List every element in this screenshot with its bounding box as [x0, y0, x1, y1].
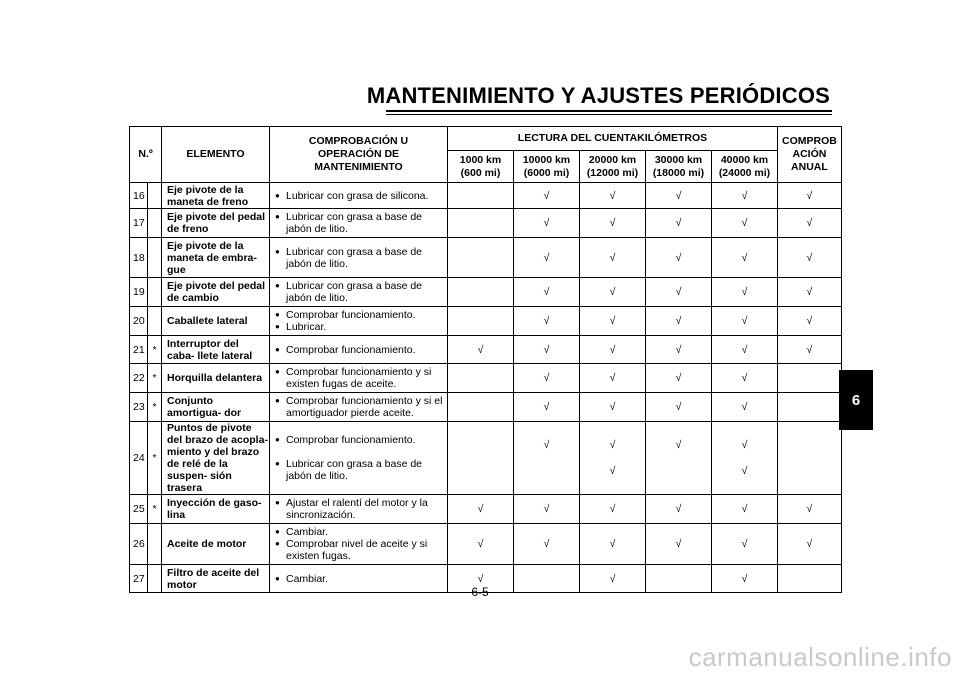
check-mark: √ [741, 217, 748, 229]
element-name: Eje pivote de la maneta de embra- gue [162, 238, 270, 278]
check-cell [580, 393, 646, 422]
operation-item: ● Comprobar nivel de aceite y si existen fugas. [286, 538, 443, 562]
check-mark: √ [741, 372, 748, 384]
operation-item: ● Lubricar con grasa a base de jabón de litio. [286, 458, 443, 482]
check-cell [514, 307, 580, 336]
check-mark: √ [543, 372, 550, 384]
check-mark: √ [806, 286, 813, 298]
operation-cell [270, 422, 448, 495]
header-element: ELEMENTO [162, 127, 270, 183]
title-rule [386, 110, 832, 112]
check-cell [514, 495, 580, 524]
operation-item: ● Lubricar. [286, 321, 443, 333]
check-mark [448, 465, 513, 477]
dealer-mark [148, 278, 162, 307]
operation-item: ● Lubricar con grasa a base de jabón de litio. [286, 246, 443, 270]
check-cell [778, 364, 842, 393]
check-cell [778, 565, 842, 593]
element-name: Inyección de gaso- lina [162, 495, 270, 524]
operation-item: ● Lubricar con grasa a base de jabón de litio. [286, 211, 443, 235]
check-mark: √ [609, 439, 616, 451]
operation-item: ● Comprobar funcionamiento y si existen fugas de aceite. [286, 366, 443, 390]
check-mark [514, 573, 579, 585]
check-cell [778, 524, 842, 565]
check-cell [514, 278, 580, 307]
check-cell [712, 209, 778, 238]
header-interval [448, 151, 514, 183]
check-mark: √ [741, 315, 748, 327]
check-cell [646, 393, 712, 422]
check-cell [712, 364, 778, 393]
check-mark [448, 190, 513, 202]
operation-cell [270, 209, 448, 238]
check-cell [646, 183, 712, 209]
row-number: 21 [130, 336, 148, 364]
check-cell [514, 422, 580, 495]
interval-km: 10000 km [522, 153, 571, 166]
check-cell [712, 278, 778, 307]
check-mark: √ [675, 439, 682, 451]
maintenance-table [129, 126, 842, 593]
interval-mi: (6000 mi) [523, 166, 570, 179]
check-mark: √ [543, 286, 550, 298]
element-name: Puntos de pivote del brazo de acopla- miento y del brazo de relé de la suspen- sión trasera [162, 422, 270, 495]
table-row [130, 307, 842, 336]
check-cell [514, 393, 580, 422]
row-number: 18 [130, 238, 148, 278]
check-cell [712, 183, 778, 209]
row-number: 27 [130, 565, 148, 593]
check-cell [448, 183, 514, 209]
check-cell [646, 565, 712, 593]
check-mark [448, 252, 513, 264]
check-mark [778, 372, 841, 384]
check-mark: √ [741, 572, 748, 585]
check-mark: √ [806, 189, 813, 202]
check-cell [778, 238, 842, 278]
check-cell [514, 565, 580, 593]
check-mark [778, 401, 841, 413]
check-mark: √ [741, 401, 748, 413]
check-mark [778, 465, 841, 477]
operation-item: ● Comprobar funcionamiento y si el amortiguador pierde aceite. [286, 395, 443, 419]
row-number: 16 [130, 183, 148, 209]
operation-cell [270, 238, 448, 278]
operation-cell [270, 336, 448, 364]
check-mark: √ [609, 538, 616, 550]
check-cell [514, 524, 580, 565]
check-mark [448, 439, 513, 451]
element-name: Filtro de aceite del motor [162, 565, 270, 593]
header-no: N.º [130, 127, 162, 183]
dealer-mark [148, 209, 162, 238]
interval-mi: (18000 mi) [652, 166, 705, 179]
operation-cell [270, 524, 448, 565]
check-mark: √ [609, 189, 616, 202]
check-cell [448, 307, 514, 336]
check-mark: √ [543, 251, 550, 264]
check-mark: √ [477, 538, 484, 550]
check-cell [646, 495, 712, 524]
row-number: 25 [130, 495, 148, 524]
check-mark: √ [609, 401, 616, 413]
interval-km: 1000 km [459, 153, 502, 166]
operation-item: ● Lubricar con grasa a base de jabón de litio. [286, 280, 443, 304]
check-mark [514, 465, 579, 477]
check-cell [646, 524, 712, 565]
check-cell [778, 336, 842, 364]
check-cell [778, 183, 842, 209]
check-mark: √ [675, 372, 682, 384]
interval-km: 20000 km [588, 153, 637, 166]
check-cell [646, 238, 712, 278]
element-name: Caballete lateral [162, 307, 270, 336]
operation-item: ● Comprobar funcionamiento. [286, 309, 443, 321]
check-mark: √ [609, 572, 616, 585]
check-cell [712, 524, 778, 565]
table-row [130, 422, 842, 495]
header-interval [646, 151, 712, 183]
check-mark: √ [806, 315, 813, 327]
check-mark: √ [543, 538, 550, 550]
check-mark: √ [675, 343, 682, 356]
row-number: 23 [130, 393, 148, 422]
check-cell [580, 238, 646, 278]
check-cell [448, 393, 514, 422]
table-row [130, 238, 842, 278]
operation-item: ● Ajustar el ralentí del motor y la sincronización. [286, 497, 443, 521]
check-cell [712, 336, 778, 364]
check-cell [712, 307, 778, 336]
check-mark: √ [675, 251, 682, 264]
check-cell [580, 495, 646, 524]
check-cell [514, 364, 580, 393]
page-number: 6-5 [471, 585, 489, 599]
interval-mi: (24000 mi) [718, 166, 771, 179]
watermark: carmanualsonline.info [688, 642, 952, 672]
element-name: Horquilla delantera [162, 364, 270, 393]
dealer-mark [148, 565, 162, 593]
check-cell [580, 278, 646, 307]
check-cell [778, 278, 842, 307]
operation-item: ● Comprobar funcionamiento. [286, 434, 443, 446]
operation-cell [270, 278, 448, 307]
check-cell [448, 364, 514, 393]
table-row [130, 393, 842, 422]
check-cell [514, 336, 580, 364]
check-cell [712, 422, 778, 495]
row-number: 20 [130, 307, 148, 336]
check-mark: √ [609, 251, 616, 264]
check-cell [514, 209, 580, 238]
element-name: Aceite de motor [162, 524, 270, 565]
element-name: Eje pivote de la maneta de freno [162, 183, 270, 209]
dealer-mark: * [148, 393, 162, 422]
check-mark: √ [609, 315, 616, 327]
check-mark [778, 439, 841, 451]
dealer-mark [148, 524, 162, 565]
check-cell [448, 495, 514, 524]
chapter-tab: 6 [839, 370, 873, 430]
check-cell [580, 336, 646, 364]
check-cell [448, 524, 514, 565]
dealer-mark: * [148, 422, 162, 495]
page-title: MANTENIMIENTO Y AJUSTES PERIÓDICOS [366, 83, 830, 108]
check-mark [448, 401, 513, 413]
check-mark: √ [741, 343, 748, 356]
table-row [130, 364, 842, 393]
check-cell [778, 307, 842, 336]
operation-item: ● Cambiar. [286, 526, 443, 538]
interval-km: 40000 km [720, 153, 769, 166]
check-cell [778, 209, 842, 238]
operation-item: ● Comprobar funcionamiento. [286, 344, 443, 356]
check-mark: √ [609, 343, 616, 356]
operation-cell [270, 307, 448, 336]
check-mark: √ [741, 538, 748, 550]
dealer-mark [148, 183, 162, 209]
check-mark: √ [543, 217, 550, 229]
check-mark: √ [741, 189, 748, 202]
check-mark [448, 217, 513, 229]
check-mark: √ [675, 315, 682, 327]
check-cell [712, 238, 778, 278]
table-row [130, 524, 842, 565]
check-cell [712, 495, 778, 524]
check-mark: √ [806, 343, 813, 356]
check-cell [448, 422, 514, 495]
table-row [130, 495, 842, 524]
check-cell [514, 238, 580, 278]
check-cell [580, 307, 646, 336]
element-name: Eje pivote del pedal de freno [162, 209, 270, 238]
check-mark [646, 465, 711, 477]
check-mark: √ [806, 217, 813, 229]
check-mark: √ [741, 286, 748, 298]
check-mark: √ [543, 189, 550, 202]
check-mark: √ [741, 251, 748, 264]
check-cell [448, 278, 514, 307]
element-name: Interruptor del caba- llete lateral [162, 336, 270, 364]
check-mark: √ [741, 465, 748, 477]
operation-cell [270, 393, 448, 422]
check-mark [646, 573, 711, 585]
interval-mi: (600 mi) [460, 166, 501, 179]
check-cell [712, 565, 778, 593]
header-odometer: LECTURA DEL CUENTAKILÓMETROS [448, 127, 778, 151]
check-mark: √ [609, 217, 616, 229]
check-cell [580, 364, 646, 393]
header-interval [580, 151, 646, 183]
check-mark: √ [806, 251, 813, 264]
check-cell [580, 209, 646, 238]
check-cell [448, 336, 514, 364]
row-number: 24 [130, 422, 148, 495]
check-mark: √ [543, 315, 550, 327]
check-mark: √ [543, 503, 550, 515]
check-mark: √ [477, 503, 484, 515]
check-mark: √ [543, 439, 550, 451]
check-cell [646, 364, 712, 393]
interval-mi: (12000 mi) [586, 166, 639, 179]
table-row [130, 183, 842, 209]
operation-cell [270, 183, 448, 209]
header-operation: COMPROBACIÓN U OPERACIÓN DE MANTENIMIENTO [270, 127, 448, 183]
table-row [130, 209, 842, 238]
row-number: 19 [130, 278, 148, 307]
check-cell [580, 183, 646, 209]
check-cell [778, 393, 842, 422]
check-mark: √ [806, 503, 813, 515]
check-cell [580, 565, 646, 593]
check-mark: √ [543, 401, 550, 413]
check-mark [448, 372, 513, 384]
check-cell [514, 183, 580, 209]
dealer-mark [148, 307, 162, 336]
check-cell [646, 336, 712, 364]
check-cell [712, 393, 778, 422]
row-number: 17 [130, 209, 148, 238]
check-cell [448, 238, 514, 278]
dealer-mark [148, 238, 162, 278]
dealer-mark: * [148, 336, 162, 364]
check-mark: √ [675, 401, 682, 413]
check-mark: √ [741, 439, 748, 451]
check-mark [448, 286, 513, 298]
check-mark: √ [741, 503, 748, 515]
check-cell [646, 278, 712, 307]
title-rule-thin [386, 114, 832, 115]
check-cell [580, 422, 646, 495]
check-cell [580, 524, 646, 565]
header-interval [514, 151, 580, 183]
operation-item: ● Cambiar. [286, 573, 443, 585]
row-number: 26 [130, 524, 148, 565]
check-mark [778, 573, 841, 585]
operation-cell [270, 495, 448, 524]
check-cell [646, 307, 712, 336]
table-row [130, 336, 842, 364]
check-cell [778, 422, 842, 495]
check-mark: √ [609, 465, 616, 477]
table-row [130, 278, 842, 307]
check-mark: √ [609, 286, 616, 298]
check-cell [646, 422, 712, 495]
element-name: Eje pivote del pedal de cambio [162, 278, 270, 307]
check-mark: √ [806, 538, 813, 550]
check-mark: √ [675, 189, 682, 202]
check-mark: √ [675, 538, 682, 550]
operation-item: ● Lubricar con grasa de silicona. [286, 190, 443, 202]
check-mark: √ [609, 372, 616, 384]
check-cell [646, 209, 712, 238]
dealer-mark: * [148, 364, 162, 393]
check-mark: √ [609, 503, 616, 515]
check-cell [448, 209, 514, 238]
header-annual: COMPROB ACIÓN ANUAL [778, 127, 842, 183]
check-mark: √ [675, 503, 682, 515]
check-mark [448, 315, 513, 327]
check-mark: √ [543, 343, 550, 356]
operation-cell [270, 364, 448, 393]
dealer-mark: * [148, 495, 162, 524]
row-number: 22 [130, 364, 148, 393]
header-interval [712, 151, 778, 183]
check-mark: √ [675, 286, 682, 298]
element-name: Conjunto amortigua- dor [162, 393, 270, 422]
check-cell [778, 495, 842, 524]
interval-km: 30000 km [654, 153, 703, 166]
operation-cell [270, 565, 448, 593]
check-mark: √ [477, 343, 484, 356]
check-mark: √ [477, 572, 484, 585]
check-mark: √ [675, 217, 682, 229]
